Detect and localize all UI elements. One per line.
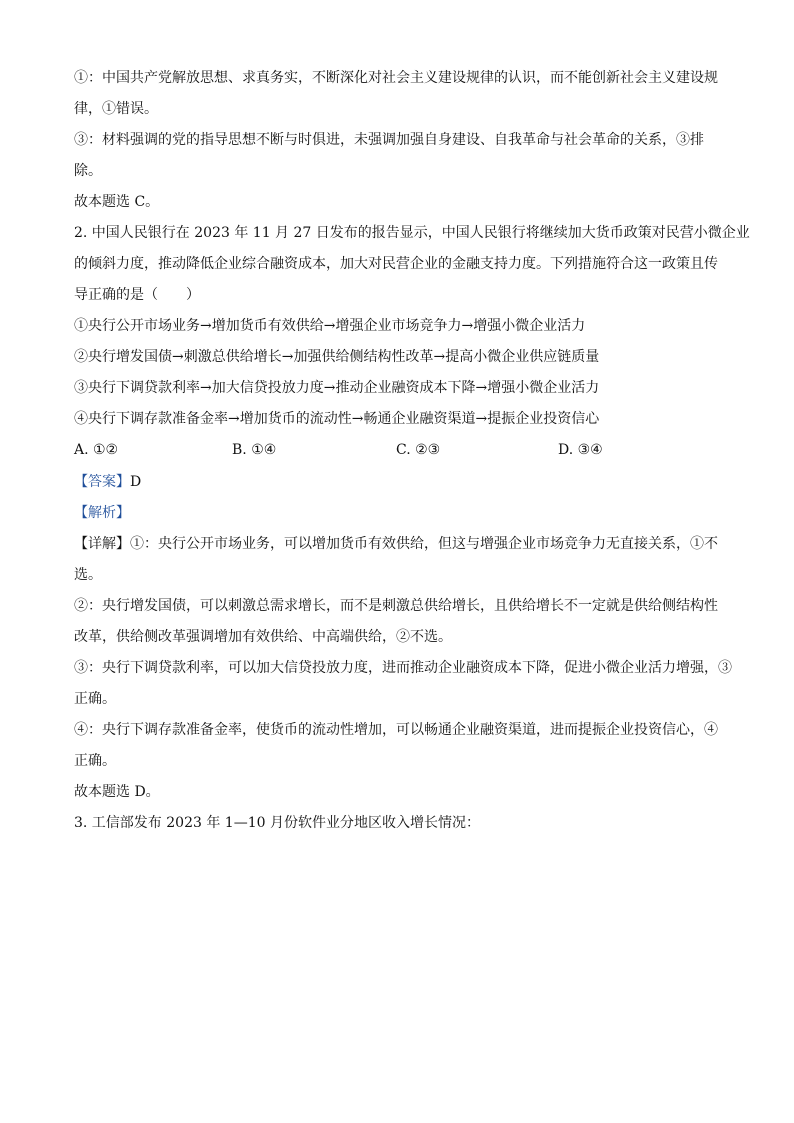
- analysis-line: 正确。: [74, 753, 116, 769]
- option-b: B. ①④: [232, 442, 277, 458]
- text-line: 除。: [74, 163, 102, 179]
- analysis-line: ③：央行下调贷款利率，可以加大信贷投放力度，进而推动企业融资成本下降，促进小微企业活力增强，③: [74, 660, 732, 676]
- question-3-stem: 3. 工信部发布 2023 年 1—10 月份软件业分地区收入增长情况：: [74, 815, 480, 831]
- text-line: 故本题选 C。: [74, 194, 160, 210]
- analysis-line: 改革，供给侧改革强调增加有效供给、中高端供给，②不选。: [74, 629, 452, 645]
- analysis-line: 正确。: [74, 691, 116, 707]
- statement-2: ②央行增发国债→刺激总供给增长→加强供给侧结构性改革→提高小微企业供应链质量: [74, 349, 600, 365]
- text-line: 的倾斜力度，推动降低企业综合融资成本，加大对民营企业的金融支持力度。下列措施符合这一政策且传: [74, 256, 718, 272]
- answer-label: 【答案】: [74, 474, 130, 490]
- options-row: [74, 440, 724, 460]
- option-c: C. ②③: [396, 442, 441, 458]
- answer-line: [74, 472, 141, 492]
- answer-value: D: [130, 474, 142, 490]
- statement-1: ①央行公开市场业务→增加货币有效供给→增强企业市场竞争力→增强小微企业活力: [74, 318, 586, 334]
- text-line: ①：中国共产党解放思想、求真务实，不断深化对社会主义建设规律的认识，而不能创新社会主义建设规: [74, 70, 718, 86]
- analysis-line: ②：央行增发国债，可以刺激总需求增长，而不是刺激总供给增长，且供给增长不一定就是供给侧结构性: [74, 598, 718, 614]
- analysis-line: 故本题选 D。: [74, 784, 160, 800]
- text-line: 导正确的是（ ）: [74, 287, 200, 303]
- option-d: D. ③④: [558, 442, 603, 458]
- analysis-line: 选。: [74, 567, 102, 583]
- analysis-label: 【解析】: [74, 505, 130, 521]
- question-2-stem: 2. 中国人民银行在 2023 年 11 月 27 日发布的报告显示，中国人民银行将继续加大货币政策对民营小微企业: [74, 225, 750, 241]
- text-line: 律，①错误。: [74, 101, 158, 117]
- statement-4: ④央行下调存款准备金率→增加货币的流动性→畅通企业融资渠道→提振企业投资信心: [74, 411, 600, 427]
- analysis-line: ④：央行下调存款准备金率，使货币的流动性增加，可以畅通企业融资渠道，进而提振企业投资信心，④: [74, 722, 718, 738]
- option-a: A. ①②: [74, 442, 119, 458]
- statement-3: ③央行下调贷款利率→加大信贷投放力度→推动企业融资成本下降→增强小微企业活力: [74, 380, 600, 396]
- text-line: ③：材料强调的党的指导思想不断与时俱进，未强调加强自身建设、自我革命与社会革命的关系，③排: [74, 132, 704, 148]
- analysis-line: 【详解】①：央行公开市场业务，可以增加货币有效供给，但这与增强企业市场竞争力无直接关系，①不: [74, 536, 718, 552]
